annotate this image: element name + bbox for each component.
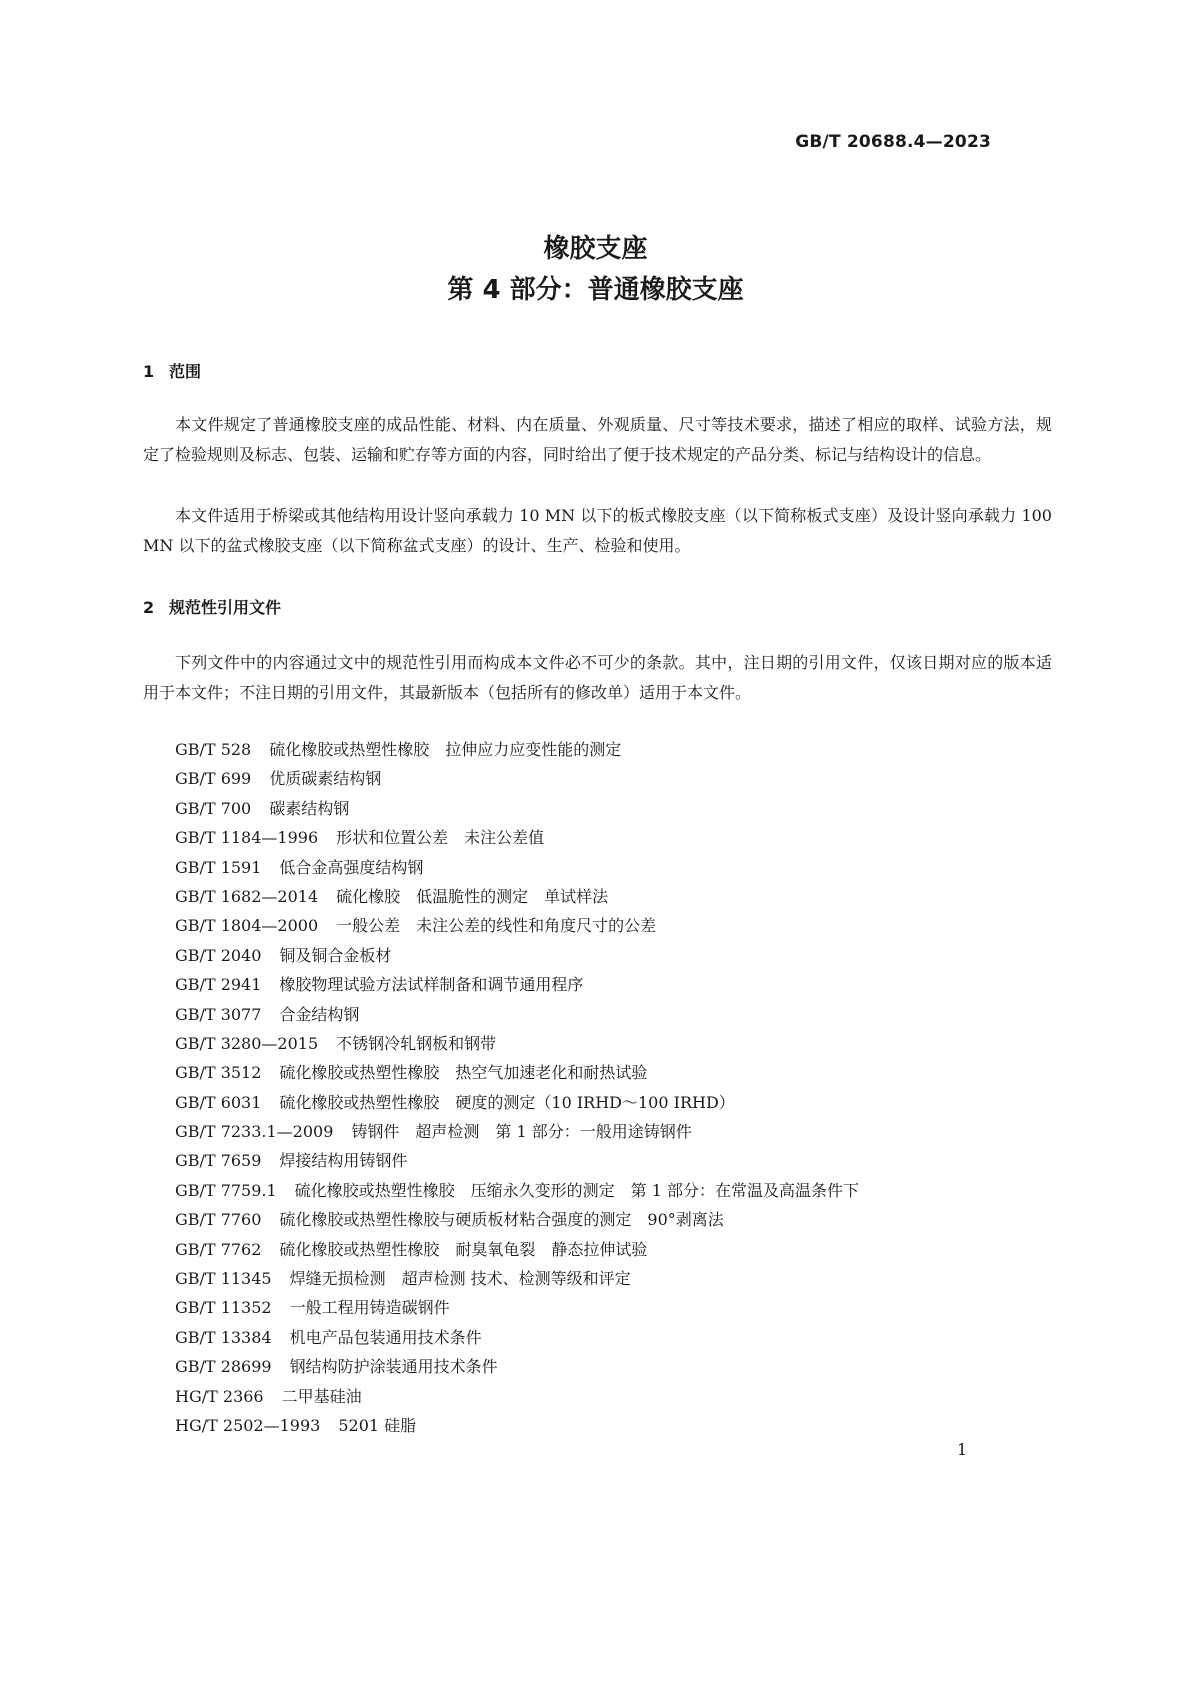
scope-paragraph-2 — [143, 501, 1052, 560]
paragraph-text: 下列文件中的内容通过文中的规范性引用而构成本文件必不可少的条款。其中，注日期的引用文件，仅该日期对应的版本适用于本文件；不注日期的引用文件，其最新版本（包括所有的修改单）适用于本文件。 — [143, 653, 1052, 702]
reference-title: 硫化橡胶或热塑性橡胶 压缩永久变形的测定 第 1 部分：在常温及高温条件下 — [294, 1180, 860, 1200]
reference-title: 铜及铜合金板材 — [279, 945, 392, 965]
reference-title: 橡胶物理试验方法试样制备和调节通用程序 — [279, 975, 584, 995]
reference-code: GB/T 1591 — [175, 857, 262, 877]
section-1-heading — [143, 359, 201, 382]
reference-title: 焊缝无损检测 超声检测 技术、检测等级和评定 — [289, 1269, 631, 1289]
reference-title: 5201 硅脂 — [338, 1415, 417, 1435]
reference-code: GB/T 11345 — [175, 1269, 272, 1289]
reference-item — [175, 1235, 859, 1264]
reference-code: GB/T 6031 — [175, 1092, 262, 1112]
reference-code: GB/T 699 — [175, 769, 252, 789]
section-2-heading — [143, 595, 281, 618]
reference-item — [175, 1000, 859, 1029]
reference-code: HG/T 2502—1993 — [175, 1415, 321, 1435]
reference-title: 不锈钢冷轧钢板和钢带 — [336, 1033, 497, 1053]
document-subtitle: 第 4 部分：普通橡胶支座 — [447, 275, 744, 305]
reference-code: GB/T 3280—2015 — [175, 1033, 319, 1053]
reference-item — [175, 1058, 859, 1087]
page-number: 1 — [957, 1440, 968, 1459]
reference-title: 硫化橡胶或热塑性橡胶 耐臭氧龟裂 静态拉伸试验 — [279, 1239, 648, 1259]
document-title: 橡胶支座 — [543, 234, 648, 264]
reference-item — [175, 1382, 859, 1411]
reference-code: GB/T 2941 — [175, 975, 262, 995]
reference-item — [175, 1029, 859, 1058]
reference-title: 低合金高强度结构钢 — [279, 857, 424, 877]
reference-list — [175, 735, 859, 1440]
reference-item — [175, 1323, 859, 1352]
reference-item — [175, 1117, 859, 1146]
reference-item — [175, 764, 859, 793]
reference-code: GB/T 13384 — [175, 1327, 272, 1347]
references-intro — [143, 648, 1052, 707]
reference-item — [175, 1146, 859, 1175]
reference-code: HG/T 2366 — [175, 1386, 264, 1406]
reference-item — [175, 1088, 859, 1117]
reference-title: 硫化橡胶 低温脆性的测定 单试样法 — [336, 886, 609, 906]
reference-item — [175, 911, 859, 940]
reference-title: 二甲基硅油 — [281, 1386, 362, 1406]
reference-item — [175, 1176, 859, 1205]
reference-item — [175, 970, 859, 999]
reference-item — [175, 823, 859, 852]
scope-paragraph-1 — [143, 410, 1052, 469]
reference-title: 硫化橡胶或热塑性橡胶与硬质板材粘合强度的测定 90°剥离法 — [279, 1210, 724, 1230]
reference-item — [175, 1264, 859, 1293]
reference-title: 硫化橡胶或热塑性橡胶 热空气加速老化和耐热试验 — [279, 1063, 648, 1083]
reference-code: GB/T 1184—1996 — [175, 828, 319, 848]
reference-code: GB/T 3077 — [175, 1004, 262, 1024]
reference-item — [175, 794, 859, 823]
reference-code: GB/T 7233.1—2009 — [175, 1122, 334, 1142]
reference-title: 一般公差 未注公差的线性和角度尺寸的公差 — [336, 916, 657, 936]
reference-item — [175, 735, 859, 764]
reference-code: GB/T 700 — [175, 798, 252, 818]
section-number: 2 — [143, 598, 155, 617]
reference-title: 合金结构钢 — [279, 1004, 360, 1024]
reference-code: GB/T 28699 — [175, 1357, 272, 1377]
section-number: 1 — [143, 362, 155, 381]
reference-code: GB/T 7760 — [175, 1210, 262, 1230]
reference-title: 钢结构防护涂装通用技术条件 — [289, 1357, 498, 1377]
reference-title: 碳素结构钢 — [269, 798, 350, 818]
reference-code: GB/T 11352 — [175, 1298, 272, 1318]
reference-code: GB/T 3512 — [175, 1063, 262, 1083]
reference-title: 焊接结构用铸钢件 — [279, 1151, 408, 1171]
reference-title: 一般工程用铸造碳钢件 — [289, 1298, 450, 1318]
reference-title: 硫化橡胶或热塑性橡胶 拉伸应力应变性能的测定 — [269, 740, 622, 759]
reference-item — [175, 1205, 859, 1234]
paragraph-text: 本文件适用于桥梁或其他结构用设计竖向承载力 10 MN 以下的板式橡胶支座（以下简称板式支座）及设计竖向承载力 100 MN 以下的盆式橡胶支座（以下简称盆式支座）的设计、生产、检验和使用。 — [143, 506, 1052, 555]
reference-title: 硫化橡胶或热塑性橡胶 硬度的测定（10 IRHD～100 IRHD） — [279, 1092, 735, 1112]
reference-item — [175, 853, 859, 882]
section-title: 范围 — [169, 362, 202, 381]
reference-item — [175, 882, 859, 911]
reference-code: GB/T 7762 — [175, 1239, 262, 1259]
reference-title: 形状和位置公差 未注公差值 — [336, 828, 545, 848]
reference-code: GB/T 2040 — [175, 945, 262, 965]
reference-code: GB/T 7759.1 — [175, 1180, 277, 1200]
reference-code: GB/T 7659 — [175, 1151, 262, 1171]
reference-item — [175, 941, 859, 970]
reference-item — [175, 1293, 859, 1322]
reference-code: GB/T 1682—2014 — [175, 886, 319, 906]
reference-title: 优质碳素结构钢 — [269, 769, 382, 789]
reference-title: 铸钢件 超声检测 第 1 部分：一般用途铸钢件 — [351, 1122, 692, 1142]
reference-title: 机电产品包装通用技术条件 — [289, 1327, 482, 1347]
paragraph-text: 本文件规定了普通橡胶支座的成品性能、材料、内在质量、外观质量、尺寸等技术要求，描述了相应的取样、试验方法，规定了检验规则及标志、包装、运输和贮存等方面的内容，同时给出了便于技术规定的产品分类、标记与结构设计的信息。 — [143, 415, 1052, 464]
standard-code: GB/T 20688.4—2023 — [795, 132, 991, 152]
reference-code: GB/T 528 — [175, 740, 252, 759]
reference-item — [175, 1411, 859, 1440]
reference-item — [175, 1352, 859, 1381]
reference-code: GB/T 1804—2000 — [175, 916, 319, 936]
section-title: 规范性引用文件 — [169, 598, 282, 617]
